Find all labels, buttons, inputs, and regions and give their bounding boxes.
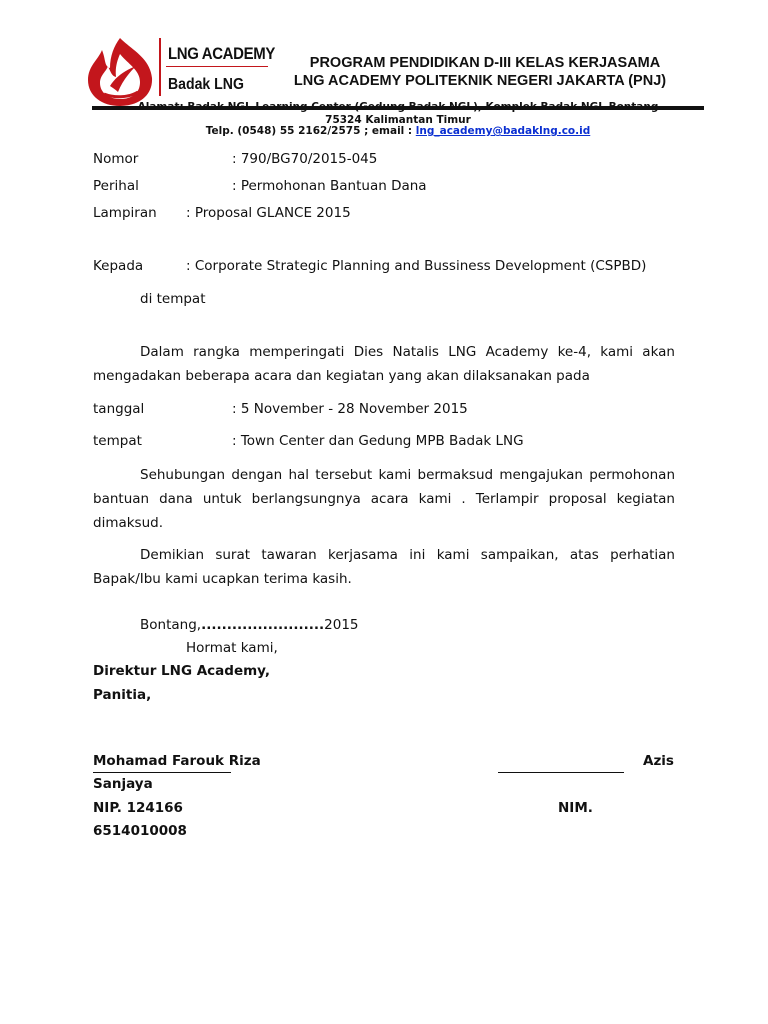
kepada-label: Kepada bbox=[93, 258, 144, 274]
di-tempat: di tempat bbox=[140, 291, 206, 307]
tanggal-label: tanggal bbox=[93, 401, 145, 417]
paragraph-request: Sehubungan dengan hal tersebut kami bermaksud mengajukan permohonan bantuan dana untuk berlangsungnya acara kami . Terlampir proposal kegiatan dimaksud. bbox=[93, 467, 675, 531]
right-signatory-name-first: Azis bbox=[643, 753, 674, 769]
tanggal-value: : 5 November - 28 November 2015 bbox=[232, 401, 468, 417]
nomor-label: Nomor bbox=[93, 151, 139, 167]
right-signatory-nim-value: 6514010008 bbox=[93, 823, 187, 839]
hormat-kami: Hormat kami, bbox=[186, 640, 278, 656]
brand-subtitle: Badak LNG bbox=[168, 76, 244, 93]
brand-divider bbox=[159, 38, 161, 96]
right-signatory-name-last: Sanjaya bbox=[93, 776, 153, 792]
right-signature-line bbox=[498, 772, 624, 773]
lampiran-value: : Proposal GLANCE 2015 bbox=[186, 205, 351, 221]
perihal-value: : Permohonan Bantuan Dana bbox=[232, 178, 427, 194]
nomor-value: : 790/BG70/2015-045 bbox=[232, 151, 378, 167]
left-signatory-name: Mohamad Farouk Riza bbox=[93, 753, 261, 769]
tempat-value: : Town Center dan Gedung MPB Badak LNG bbox=[232, 433, 524, 449]
paragraph-closing: Demikian surat tawaran kerjasama ini kami sampaikan, atas perhatian Bapak/Ibu kami ucapkan terima kasih. bbox=[93, 547, 675, 587]
perihal-label: Perihal bbox=[93, 178, 139, 194]
left-signatory-nip: NIP. 124166 bbox=[93, 800, 183, 816]
place-date: Bontang,........................2015 bbox=[140, 617, 359, 633]
lampiran-label: Lampiran bbox=[93, 205, 157, 221]
brand-title: LNG ACADEMY bbox=[168, 44, 275, 63]
letterhead-rule bbox=[92, 106, 704, 110]
program-title-line2: LNG ACADEMY POLITEKNIK NEGERI JAKARTA (PNJ) bbox=[293, 73, 667, 89]
kepada-value: : Corporate Strategic Planning and Bussiness Development (CSPBD) bbox=[186, 258, 647, 274]
right-signatory-title: Panitia, bbox=[93, 687, 152, 703]
contact-line bbox=[92, 125, 704, 137]
left-signature-line bbox=[93, 772, 231, 773]
address-line2: 75324 Kalimantan Timur bbox=[325, 114, 471, 126]
brand-underline bbox=[166, 66, 268, 67]
right-signatory-nim-label: NIM. bbox=[558, 800, 593, 816]
tempat-label: tempat bbox=[93, 433, 142, 449]
contact-phone: Telp. (0548) 55 2162/2575 ; email : bbox=[205, 125, 413, 137]
left-signatory-title: Direktur LNG Academy, bbox=[93, 663, 271, 679]
paragraph-intro: Dalam rangka memperingati Dies Natalis LNG Academy ke-4, kami akan mengadakan beberapa acara dan kegiatan yang akan dilaksanakan pada bbox=[93, 344, 675, 384]
lng-academy-flame-logo-icon bbox=[80, 36, 160, 108]
email-link[interactable]: lng_academy@badaklng.co.id bbox=[415, 125, 591, 137]
program-title-line1: PROGRAM PENDIDIKAN D-III KELAS KERJASAMA bbox=[309, 55, 661, 71]
